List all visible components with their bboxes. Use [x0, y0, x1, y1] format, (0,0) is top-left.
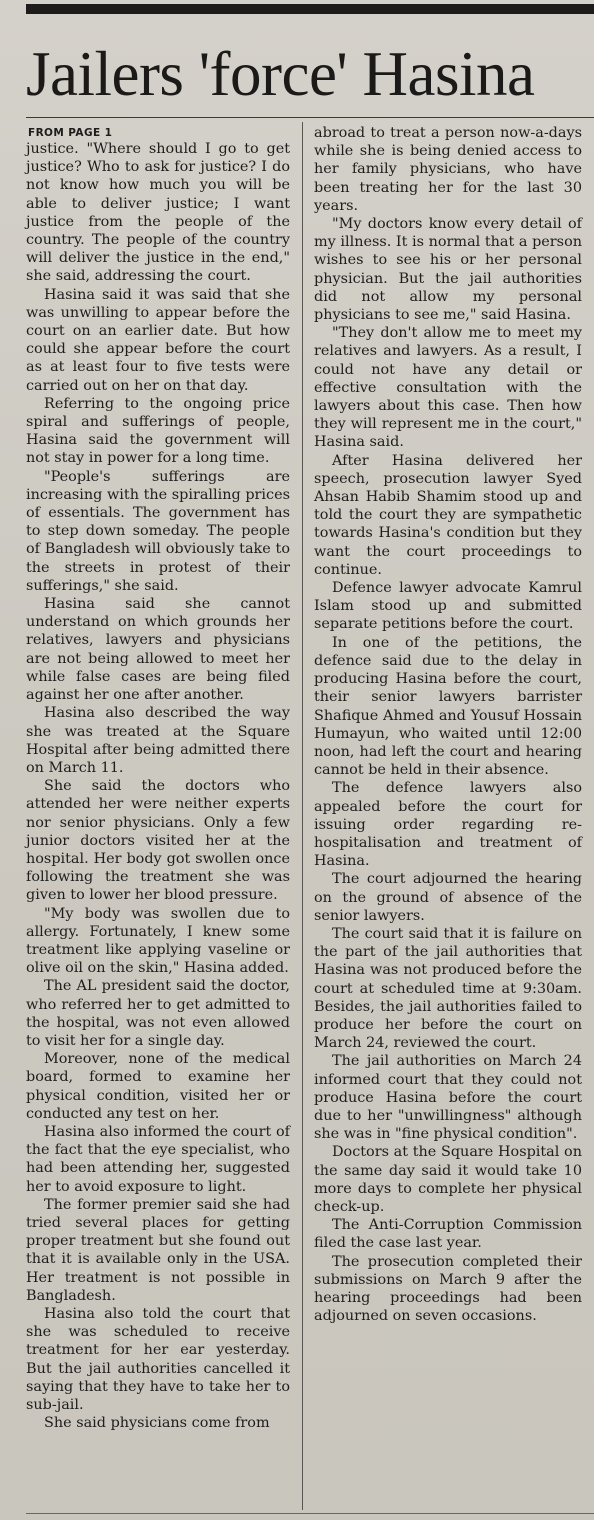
- headline: Jailers 'force' Hasina: [26, 39, 535, 109]
- article-paragraph: Hasina also informed the court of the fact that the eye specialist, who had been attending her, suggested her to avoid exposure to light.: [26, 1123, 290, 1195]
- article-column-left: [26, 122, 290, 1432]
- continuation-kicker: FROM PAGE 1: [28, 127, 113, 139]
- article-paragraph: She said the doctors who attended her were neither experts nor senior physicians. Only a few junior doctors visited her at the hospital. Her body got swollen once following the treatment she was given to lower her blood pressure.: [26, 778, 290, 904]
- article-paragraph: In one of the petitions, the defence said due to the delay in producing Hasina before the court, their senior lawyers barrister Shafique Ahmed and Yousuf Hossain Humayun, who waited until 12:00 noon, had left the court and hearing cannot be held in their absence.: [314, 634, 582, 779]
- article-paragraph: Moreover, none of the medical board, formed to examine her physical condition, visited her or conducted any test on her.: [26, 1051, 290, 1122]
- top-rule: [26, 4, 594, 14]
- article-paragraph: Hasina also told the court that she was scheduled to receive treatment for her ear yesterday. But the jail authorities cancelled it saying that they have to take her to sub-jail.: [26, 1306, 290, 1414]
- article-paragraph: After Hasina delivered her speech, prosecution lawyer Syed Ahsan Habib Shamim stood up and told the court they are sympathetic towards Hasina's condition but they want the court proceedings to continue.: [314, 452, 582, 578]
- article-paragraph: The court said that it is failure on the part of the jail authorities that Hasina was not produced before the court at scheduled time at 9:30am. Besides, the jail authorities failed to produce her before the court on March 24, reviewed the court.: [314, 925, 582, 1052]
- article-paragraph: Doctors at the Square Hospital on the same day said it would take 10 more days to complete her physical check-up.: [314, 1144, 582, 1215]
- article-paragraph: The prosecution completed their submissions on March 9 after the hearing proceedings had been adjourned on seven occasions.: [314, 1253, 582, 1325]
- article-paragraph: Hasina also described the way she was treated at the Square Hospital after being admitted there on March 11.: [26, 705, 290, 776]
- article-paragraph: The AL president said the doctor, who referred her to get admitted to the hospital, was not even allowed to visit her for a single day.: [26, 978, 290, 1049]
- article-paragraph: The former premier said she had tried several places for getting proper treatment but she found out that it is available only in the USA. Her treatment is not possible in Bangladesh.: [26, 1196, 290, 1304]
- article-paragraph: The defence lawyers also appealed before the court for issuing order regarding re-hospitalisation and treatment of Hasina.: [314, 780, 582, 870]
- article-paragraph: The court adjourned the hearing on the ground of absence of the senior lawyers.: [314, 871, 582, 924]
- article-paragraph: Defence lawyer advocate Kamrul Islam stood up and submitted separate petitions before the court.: [314, 580, 582, 633]
- article-paragraph: The jail authorities on March 24 informed court that they could not produce Hasina before the court due to her "unwillingness" although she was in "fine physical condition".: [314, 1053, 582, 1143]
- article-paragraph: Hasina said it was said that she was unwilling to appear before the court on an earlier date. But how could she appear before the court as at least four to five tests were carried out on her on that day.: [26, 286, 290, 394]
- article-paragraph: "My doctors know every detail of my illness. It is normal that a person wishes to see his or her personal physician. But the jail authorities did not allow my personal physicians to see me," said Hasina.: [314, 216, 582, 324]
- article-paragraph: The Anti-Corruption Commission filed the case last year.: [314, 1217, 582, 1252]
- article-paragraph: justice. "Where should I go to get justice? Who to ask for justice? I do not know how much you will be able to deliver justice; I want justice from the people of the country. The people of the country will deliver the justice in the end," she said, addressing the court.: [26, 141, 290, 285]
- article-paragraph: "My body was swollen due to allergy. Fortunately, I knew some treatment like applying vaseline or olive oil on the skin," Hasina added.: [26, 905, 290, 977]
- article-paragraph: "People's sufferings are increasing with the spiralling prices of essentials. The government has to step down someday. The people of Bangladesh will obviously take to the streets in protest of their sufferings," she said.: [26, 468, 290, 594]
- article-column-right: [314, 122, 582, 1325]
- column-divider: [302, 122, 303, 1510]
- article-paragraph: "They don't allow me to meet my relatives and lawyers. As a result, I could not have any detail or effective consultation with the lawyers about this case. Then how they will represent me in the court," Hasina said.: [314, 325, 582, 451]
- article-paragraph: abroad to treat a person now-a-days while she is being denied access to her family physicians, who have been treating her for the last 30 years.: [314, 125, 582, 214]
- article-paragraph: She said physicians come from: [44, 1415, 270, 1432]
- bottom-rule: [26, 1513, 594, 1514]
- article-paragraph: Hasina said she cannot understand on which grounds her relatives, lawyers and physicians are not being allowed to meet her while false cases are being filed against her one after another.: [26, 596, 290, 704]
- headline-rule: [26, 117, 594, 118]
- article-paragraph: Referring to the ongoing price spiral and sufferings of people, Hasina said the government will not stay in power for a long time.: [26, 395, 290, 467]
